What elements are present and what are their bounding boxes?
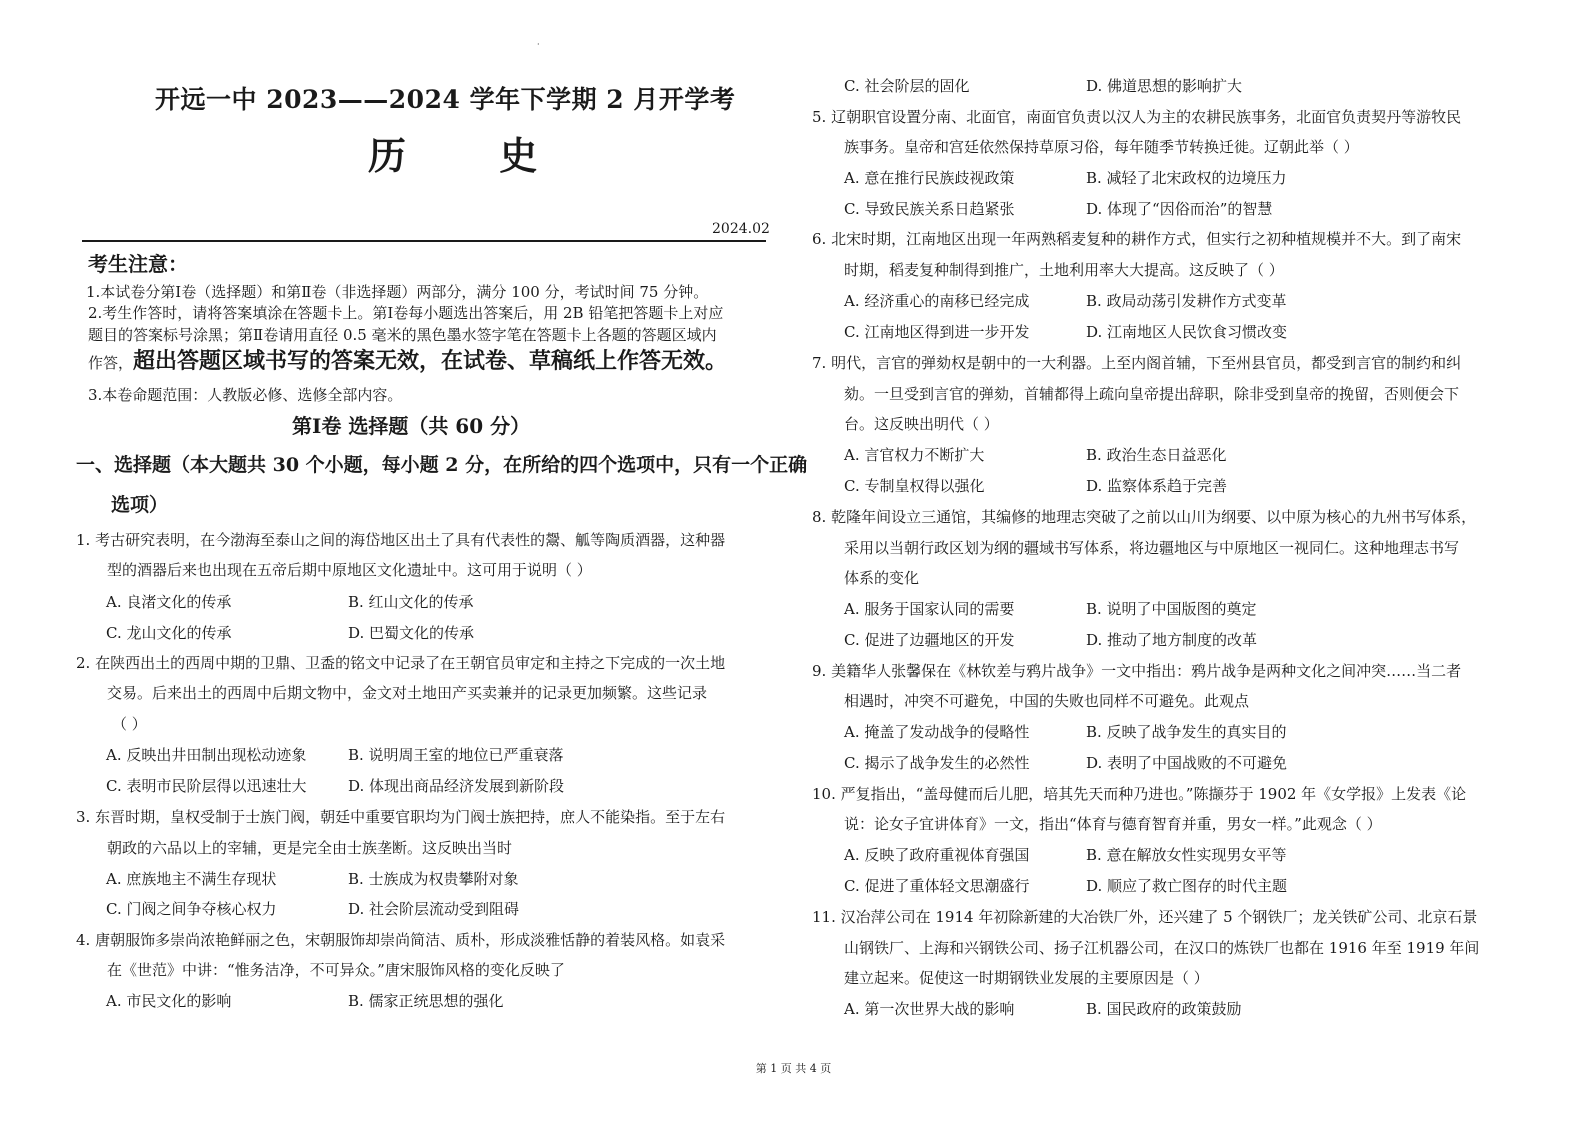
q4-option-a: A. 市民文化的影响 [106,992,232,1010]
q7-option-b: B. 政治生态日益恶化 [1086,446,1227,464]
q6-option-a: A. 经济重心的南移已经完成 [844,292,1030,310]
q8-line-1: 8. 乾隆年间设立三通馆，其编修的地理志突破了之前以山川为纲要、以中原为核心的九州书写体系， [812,508,1477,526]
notice-heading: 考生注意： [88,252,188,276]
q7-option-d: D. 监察体系趋于完善 [1086,477,1228,495]
q6-option-d: D. 江南地区人民饮食习惯改变 [1086,323,1288,341]
q8-option-c: C. 促进了边疆地区的开发 [844,631,1015,649]
q10-option-b: B. 意在解放女性实现男女平等 [1086,846,1287,864]
q11-option-b: B. 国民政府的政策鼓励 [1086,1000,1242,1018]
q9-option-b: B. 反映了战争发生的真实目的 [1086,723,1287,741]
q10-option-d: D. 顺应了救亡图存的时代主题 [1086,877,1288,895]
q2-line-1: 2. 在陕西出土的西周中期的卫鼎、卫盉的铭文中记录了在王朝官员审定和主持之下完成的一次土地 [76,654,726,672]
q11-option-a: A. 第一次世界大战的影响 [844,1000,1015,1018]
q11-line-2: 山钢铁厂、上海和兴钢铁公司、扬子江机器公司，在汉口的炼铁厂也都在 1916 年至 1919 年间 [844,939,1480,957]
q10-option-a: A. 反映了政府重视体育强国 [844,846,1030,864]
notice-item-2-prefix: 作答， [88,354,134,372]
q9-option-c: C. 揭示了战争发生的必然性 [844,754,1030,772]
header-rule [82,240,766,242]
q2-option-d: D. 体现出商品经济发展到新阶段 [348,777,565,795]
section-heading-cont: 选项） [111,494,169,516]
notice-item-2-end [88,348,728,374]
q3-option-d: D. 社会阶层流动受到阻碍 [348,900,520,918]
q9-line-1: 9. 美籍华人张馨保在《林钦差与鸦片战争》一文中指出：鸦片战争是两种文化之间冲突……当二者 [812,662,1462,680]
q1-option-c: C. 龙山文化的传承 [106,624,232,642]
page-number: 第 1 页 共 4 页 [755,1062,832,1075]
notice-item-1: 1.本试卷分第Ⅰ卷（选择题）和第Ⅱ卷（非选择题）两部分，满分 100 分，考试时间 75 分钟。 [86,283,709,301]
notice-emphasis: 超出答题区域书写的答案无效，在试卷、草稿纸上作答无效。 [133,348,728,374]
q11-line-3: 建立起来。促使这一时期钢铁业发展的主要原因是（ ） [844,969,1209,987]
exam-title: 开远一中 2023——2024 学年下学期 2 月开学考 [155,85,736,114]
q2-line-2: 交易。后来出土的西周中后期文物中，金文对土地田产买卖兼并的记录更加频繁。这些记录 [107,684,708,702]
q7-line-2: 劾。一旦受到言官的弹劾，首辅都得上疏向皇帝提出辞职，除非受到皇帝的挽留，否则便会下 [844,385,1460,403]
q5-option-c: C. 导致民族关系日趋紧张 [844,200,1015,218]
q7-option-c: C. 专制皇权得以强化 [844,477,985,495]
q10-option-c: C. 促进了重体轻文思潮盛行 [844,877,1030,895]
q3-option-b: B. 士族成为权贵攀附对象 [348,870,519,888]
q2-option-c: C. 表明市民阶层得以迅速壮大 [106,777,307,795]
q4-line-2: 在《世范》中讲：“惟务洁净，不可异众。”唐宋服饰风格的变化反映了 [107,961,565,979]
q4-option-c: C. 社会阶层的固化 [844,77,970,95]
q5-option-b: B. 减轻了北宋政权的边境压力 [1086,169,1287,187]
q9-line-2: 相遇时，冲突不可避免，中国的失败也同样不可避免。此观点 [844,692,1250,710]
q4-option-b: B. 儒家正统思想的强化 [348,992,504,1010]
notice-item-2: 2.考生作答时，请将答案填涂在答题卡上。第Ⅰ卷每小题选出答案后，用 2B 铅笔把答题卡上对应 [88,304,724,322]
q1-option-d: D. 巴蜀文化的传承 [348,624,475,642]
q5-option-d: D. 体现了“因俗而治”的智慧 [1086,200,1273,218]
q6-option-b: B. 政局动荡引发耕作方式变革 [1086,292,1287,310]
notice-item-2-cont: 题目的答案标号涂黑；第Ⅱ卷请用直径 0.5 毫米的黑色墨水签字笔在答题卡上各题的答题区域内 [88,326,717,344]
q4-line-1: 4. 唐朝服饰多崇尚浓艳鲜丽之色，宋朝服饰却崇尚简洁、质朴，形成淡雅恬静的着装风格。如袁采 [76,931,726,949]
q1-option-a: A. 良渚文化的传承 [106,593,232,611]
q1-option-b: B. 红山文化的传承 [348,593,474,611]
decorative-dot: · [537,40,540,49]
q6-line-1: 6. 北宋时期，江南地区出现一年两熟稻麦复种的耕作方式，但实行之初种植规模并不大。到了南宋 [812,230,1462,248]
q8-option-a: A. 服务于国家认同的需要 [844,600,1015,618]
q7-line-3: 台。这反映出明代（ ） [844,415,999,433]
q8-line-3: 体系的变化 [844,569,920,587]
exam-date: 2024.02 [712,221,770,237]
q6-line-2: 时期，稻麦复种制得到推广，土地利用率大大提高。这反映了（ ） [844,261,1284,279]
q3-line-2: 朝政的六品以上的宰辅，更是完全由士族垄断。这反映出当时 [107,839,513,857]
q9-option-d: D. 表明了中国战败的不可避免 [1086,754,1288,772]
q5-line-1: 5. 辽朝职官设置分南、北面官，南面官负责以汉人为主的农耕民族事务，北面官负责契丹等游牧民 [812,108,1462,126]
q10-line-2: 说：论女子宜讲体育》一文，指出“体育与德育智育并重，男女一样。”此观念（ ） [844,815,1382,833]
q7-line-1: 7. 明代，言官的弹劾权是朝中的一大利器。上至内阁首辅，下至州县官员，都受到言官的制约和纠 [812,354,1462,372]
q1-line-1: 1. 考古研究表明，在今渤海至泰山之间的海岱地区出土了具有代表性的鬶、觚等陶质酒器，这种器 [76,531,726,549]
subject-title: 历 史 [368,133,578,178]
q3-option-c: C. 门阀之间争夺核心权力 [106,900,277,918]
q8-option-b: B. 说明了中国版图的奠定 [1086,600,1257,618]
q5-line-2: 族事务。皇帝和宫廷依然保持草原习俗，每年随季节转换迁徙。辽朝此举（ ） [844,138,1359,156]
q8-line-2: 采用以当朝行政区划为纲的疆域书写体系，将边疆地区与中原地区一视同仁。这种地理志书写 [844,539,1460,557]
q6-option-c: C. 江南地区得到进一步开发 [844,323,1030,341]
q10-line-1: 10. 严复指出，“盖母健而后儿肥，培其先天而种乃进也。”陈撷芬于 1902 年《女学报》上发表《论 [812,785,1467,803]
q11-line-1: 11. 汉冶萍公司在 1914 年初除新建的大冶铁厂外，还兴建了 5 个钢铁厂；龙关铁矿公司、北京石景 [812,908,1478,926]
q8-option-d: D. 推动了地方制度的改革 [1086,631,1258,649]
part-title: 第Ⅰ卷 选择题（共 60 分） [292,414,531,438]
q9-option-a: A. 掩盖了发动战争的侵略性 [844,723,1030,741]
q4-option-d: D. 佛道思想的影响扩大 [1086,77,1243,95]
section-heading: 一、选择题（本大题共 30 个小题，每小题 2 分，在所给的四个选项中，只有一个正确 [76,454,808,476]
q1-line-2: 型的酒器后来也出现在五帝后期中原地区文化遗址中。这可用于说明（ ） [107,561,592,579]
q3-option-a: A. 庶族地主不满生存现状 [106,870,277,888]
q2-option-b: B. 说明周王室的地位已严重衰落 [348,746,564,764]
q2-option-a: A. 反映出井田制出现松动迹象 [106,746,307,764]
q5-option-a: A. 意在推行民族歧视政策 [844,169,1015,187]
q2-line-3: （ ） [112,715,147,733]
q3-line-1: 3. 东晋时期，皇权受制于士族门阀，朝廷中重要官职均为门阀士族把持，庶人不能染指。至于左右 [76,808,726,826]
q7-option-a: A. 言官权力不断扩大 [844,446,985,464]
notice-item-3: 3.本卷命题范围：人教版必修、选修全部内容。 [88,386,403,404]
